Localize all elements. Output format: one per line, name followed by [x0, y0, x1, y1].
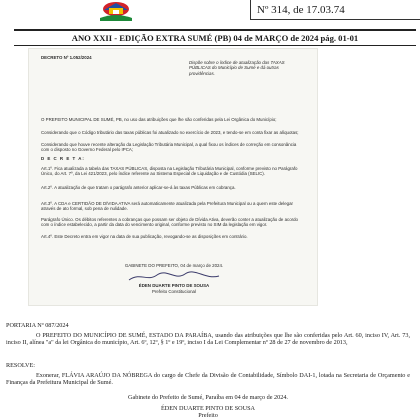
- portaria-body: Exonerar, FLÁVIA ARAÚJO DA NÓBREGA do cargo de Chefe da Divisão de Contabilidade, Símbolo DAI-1, lotada na Secretaria de Orçamento e Finanças da Prefeitura Municipal de Sumé.: [6, 372, 410, 387]
- decree-article: Art.1º. Fica atualizada a tabela das TAXAS PÚBLICAS, disposta na Legislação Tributária Municipal, conforme previsto no Parágrafo Único, do Art. 7º, da Lei 421/2023, pelo índice referente ao Sistema Especial de Liquidação e de Custódia (SELIC).: [41, 166, 298, 177]
- portaria-resolve: RESOLVE:: [6, 362, 35, 369]
- portaria-signer-role: Prefeito: [198, 412, 218, 419]
- decree-article: Art.3º. A CDA e CERTIDÃO DE DÍVIDA ATIVA será automaticamente atualizada pela Prefeitura Municipal ou a quem este delegar através de ato formal, sob pena de nulidade.: [41, 201, 293, 212]
- law-reference: Nº 314, de 17.03.74: [250, 0, 420, 20]
- edition-line: ANO XXII - EDIÇÃO EXTRA SUMÉ (PB) 04 de MARÇO de 2024 pág. 01-01: [71, 33, 359, 43]
- portaria-gabinete: Gabinete do Prefeito de Sumé, Paraíba em 04 de março de 2024.: [128, 394, 288, 401]
- decree-consideration: Considerando que o Código tributário das taxas públicas foi atualizado no exercício de 2023, e tendo-se em conta fixar as alíquotas;: [41, 130, 299, 135]
- portaria-signer-name: ÉDEN DUARTE PINTO DE SOUSA: [160, 405, 256, 412]
- decree-intro: O PREFEITO MUNICIPAL DE SUMÉ, PB, no uso das atribuições que lhe são conferidas pela Lei Orgânica do Município;: [41, 117, 277, 122]
- decree-article: Art.2º. A atualização de que tratam o parágrafo anterior aplicar-se-á às taxas Públicas em cobrança.: [41, 185, 236, 190]
- decree-signer-name: ÉDEN DUARTE PINTO DE SOUSA: [138, 283, 210, 288]
- header-rule: [14, 45, 416, 46]
- decree-article: Art.4º. Este Decreto entra em vigor na data de sua publicação, revogando-se as disposições em contrário.: [41, 234, 248, 239]
- header-rule: [14, 29, 416, 31]
- decree-number: DECRETO Nº 1.052/2024: [41, 55, 92, 60]
- handwritten-signature: [89, 271, 259, 283]
- decree-paragraph: Parágrafo Único. Os débitos referentes a cobranças que possam ser objeto de Dívida Ativa, deverão conter a atualização de acordo com o índice estabelecido, a partir da data do vencimento original, conforme previsto no SIM da legislação em vigor.: [41, 217, 299, 228]
- scanned-decree: [28, 48, 318, 306]
- portaria-intro: O PREFEITO DO MUNICÍPIO DE SUMÉ, ESTADO DA PARAÍBA, usando das atribuições que lhe são conferidas pelo Art. 60, inciso IV, Art. 73, inciso II, alínea "a" da lei Orgânica do município, Art. 6º, 12º, § 1º e 19º, inciso I da Lei Complementar nº 28 de 27 de novembro de 2013,: [6, 332, 410, 347]
- decree-decreta: D E C R E T A:: [41, 156, 85, 161]
- decree-consideration: Considerando que houve recente alteração da Legislação Tributária Municipal, a qual fixou os índices de correção em consonância com o disposto no Governo Federal pelo IPCA;: [41, 142, 297, 153]
- decree-signer-role: Prefeito Constitucional: [152, 289, 196, 294]
- decree-ementa: Dispõe sobre o índice de atualização das TAXAS PÚBLICAS do Município de Sumé e dá outras providências.: [189, 60, 285, 76]
- municipal-logo: [86, 0, 146, 22]
- decree-gabinete: GABINETE DO PREFEITO, 04 de março de 2024.: [124, 263, 224, 268]
- portaria-number: PORTARIA Nº 087/2024: [6, 322, 69, 329]
